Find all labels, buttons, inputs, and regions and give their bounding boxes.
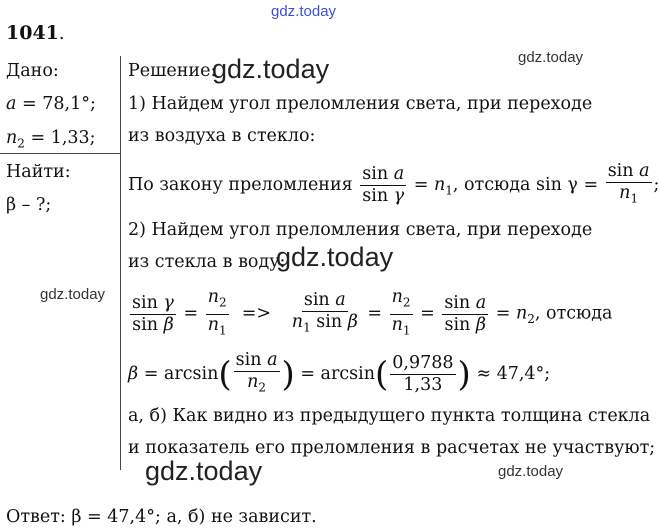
find-label: Найти:	[6, 162, 71, 182]
ab-line2: и показатель его преломления в расчетах не участвуют;	[128, 438, 656, 458]
step2-line2: из стекла в воду:	[128, 252, 286, 272]
watermark-top: gdz.today	[271, 3, 337, 20]
watermark-top-right: gdz.today	[518, 49, 584, 66]
watermark-bottom-big: gdz.today	[145, 456, 263, 486]
given-n2: $n_2 = 1,33$;	[6, 128, 96, 151]
ratio-formula: $\frac{\text{sin γ}}{\text{sin β}}$ = $\frac{n_2}{n_1}$ => $\frac{\text{sin a}}{n_1 \sin \beta}$ = $\frac{n_2}{n_1}$ = $\frac{\text{sin a}}{\text{sin β}}$ = $n_2$, отсюда	[132, 287, 613, 337]
answer: Ответ: β = 47,4°; а, б) не зависит.	[6, 507, 317, 527]
given-alpha: a = 78,1°;	[6, 94, 96, 114]
solution-label: Решение:	[128, 61, 217, 81]
ab-line1: а, б) Как видно из предыдущего пункта толщина стекла	[128, 406, 651, 426]
watermark-bottom-right: gdz.today	[498, 463, 564, 480]
find-beta: β – ?;	[6, 195, 52, 215]
given-label: Дано:	[6, 61, 59, 81]
step2-line1: 2) Найдем угол преломления света, при переходе	[128, 220, 593, 240]
problem-number: 1041.	[6, 22, 65, 44]
watermark-after-solution: gdz.today	[212, 54, 330, 84]
refraction-law-formula: По закону преломления $\frac{\text{sin a}}{\text{sin γ}}$ = $n_1$, отсюда sin γ = $\frac{\text{sin a}}{n_1}$ ;	[128, 161, 659, 206]
watermark-middle: gdz.today	[276, 242, 394, 272]
watermark-left: gdz.today	[40, 286, 106, 303]
step1-line1: 1) Найдем угол преломления света, при переходе	[128, 94, 593, 114]
arcsin-formula: β = arcsin( $\frac{\text{sin a}}{n_2}$ ) = arcsin( $\frac{0,9788}{1,33}$ ) ≈ 47,4°;	[128, 350, 551, 395]
step1-line2: из воздуха в стекло:	[128, 126, 316, 146]
vertical-divider	[120, 56, 121, 470]
